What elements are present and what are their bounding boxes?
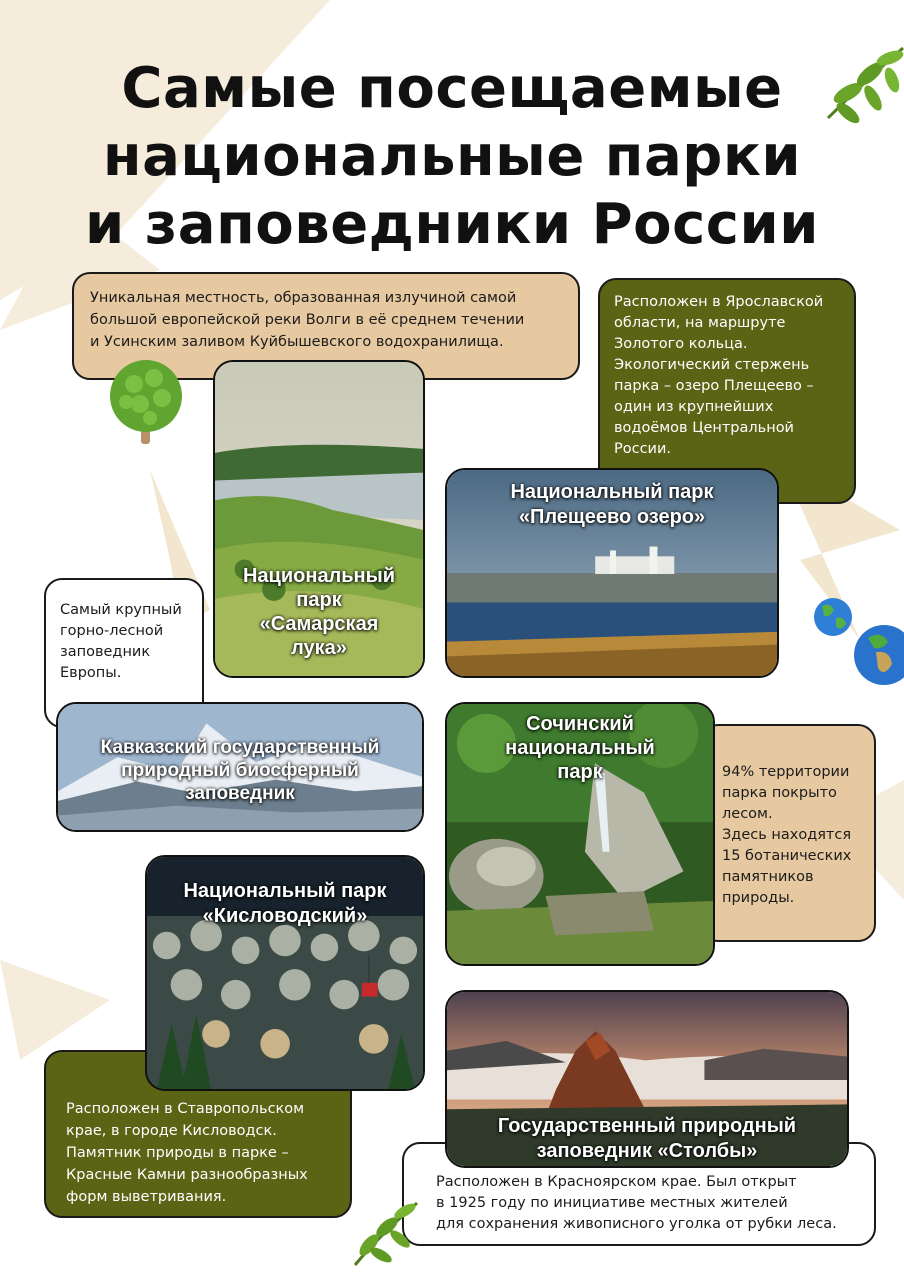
description-line: 15 ботанических xyxy=(722,848,852,864)
caption-line: «Кисловодский» xyxy=(202,905,368,927)
description-line: Здесь находятся xyxy=(722,827,852,843)
caption-line: национальный xyxy=(505,737,655,759)
caption-line: «Самарская xyxy=(259,613,379,635)
caption-line: парк xyxy=(296,589,342,611)
leaf-branch-icon xyxy=(345,1195,425,1270)
caption-line: Сочинский xyxy=(526,713,634,735)
sochi-caption xyxy=(447,712,713,784)
description-line: в 1925 году по инициативе местных жителей xyxy=(436,1195,788,1211)
description-line: Памятник природы в парке – xyxy=(66,1145,289,1161)
description-line: лесом. xyxy=(722,806,773,822)
pleshcheevo-photo xyxy=(445,468,779,678)
description-line: 94% территории xyxy=(722,764,850,780)
description-line: парка покрыто xyxy=(722,785,837,801)
tree-emoji-icon xyxy=(106,358,186,448)
caption-line: лука» xyxy=(291,637,347,659)
description-line: для сохранения живописного уголка от рубки леса. xyxy=(436,1216,837,1232)
sochi-photo xyxy=(445,702,715,966)
caucasus-caption xyxy=(58,736,422,805)
globe-emoji-icon xyxy=(848,620,904,690)
caption-line: Государственный природный xyxy=(497,1115,797,1137)
description-line: и Усинским заливом Куйбышевского водохранилища. xyxy=(90,334,504,350)
title-line: Самые посещаемые xyxy=(121,56,783,121)
caption-line: заповедник «Столбы» xyxy=(536,1140,758,1162)
description-line: крае, в городе Кисловодск. xyxy=(66,1123,277,1139)
description-line: России. xyxy=(614,441,672,457)
description-line: парка – озеро Плещеево – xyxy=(614,378,814,394)
samara-caption xyxy=(215,564,423,660)
description-line: заповедник xyxy=(60,644,151,660)
caption-line: Национальный xyxy=(242,565,396,587)
description-line: природы. xyxy=(722,890,795,906)
kislovodsk-photo xyxy=(145,855,425,1091)
caption-line: заповедник xyxy=(185,783,295,804)
description-line: Расположен в Ставропольском xyxy=(66,1101,305,1117)
caption-line: парк xyxy=(557,761,603,783)
caption-line: «Плещеево озеро» xyxy=(518,506,706,528)
caption-line: Национальный парк xyxy=(510,481,714,503)
description-line: водоёмов Центральной xyxy=(614,420,794,436)
samara-luka-photo xyxy=(213,360,425,678)
description-line: Расположен в Ярославской xyxy=(614,294,824,310)
description-line: горно-лесной xyxy=(60,623,164,639)
description-line: Экологический стержень xyxy=(614,357,810,373)
description-line: памятников xyxy=(722,869,814,885)
description-line: Расположен в Красноярском крае. Был открыт xyxy=(436,1174,797,1190)
description-line: Красные Камни разнообразных xyxy=(66,1167,308,1183)
caucasus-photo xyxy=(56,702,424,832)
kislovodsk-caption xyxy=(147,879,423,929)
description-line: Европы. xyxy=(60,665,122,681)
description-line: Самый крупный xyxy=(60,602,182,618)
caption-line: Национальный парк xyxy=(183,880,387,902)
description-line: Золотого кольца. xyxy=(614,336,748,352)
caption-line: природный биосферный xyxy=(121,760,359,781)
title-line: и заповедники России xyxy=(85,192,819,257)
description-line: области, на маршруте xyxy=(614,315,786,331)
caption-line: Кавказский государственный xyxy=(100,737,380,758)
stolby-caption xyxy=(447,1114,847,1164)
stolby-photo xyxy=(445,990,849,1168)
description-line: большой европейской реки Волги в её среднем течении xyxy=(90,312,525,328)
sochi-description-box xyxy=(700,724,876,942)
description-line: форм выветривания. xyxy=(66,1189,227,1205)
description-line: один из крупнейших xyxy=(614,399,774,415)
description-line: Уникальная местность, образованная излучиной самой xyxy=(90,290,517,306)
page-title xyxy=(40,55,864,259)
title-line: национальные парки xyxy=(102,124,802,189)
pleshcheevo-caption xyxy=(447,480,777,530)
